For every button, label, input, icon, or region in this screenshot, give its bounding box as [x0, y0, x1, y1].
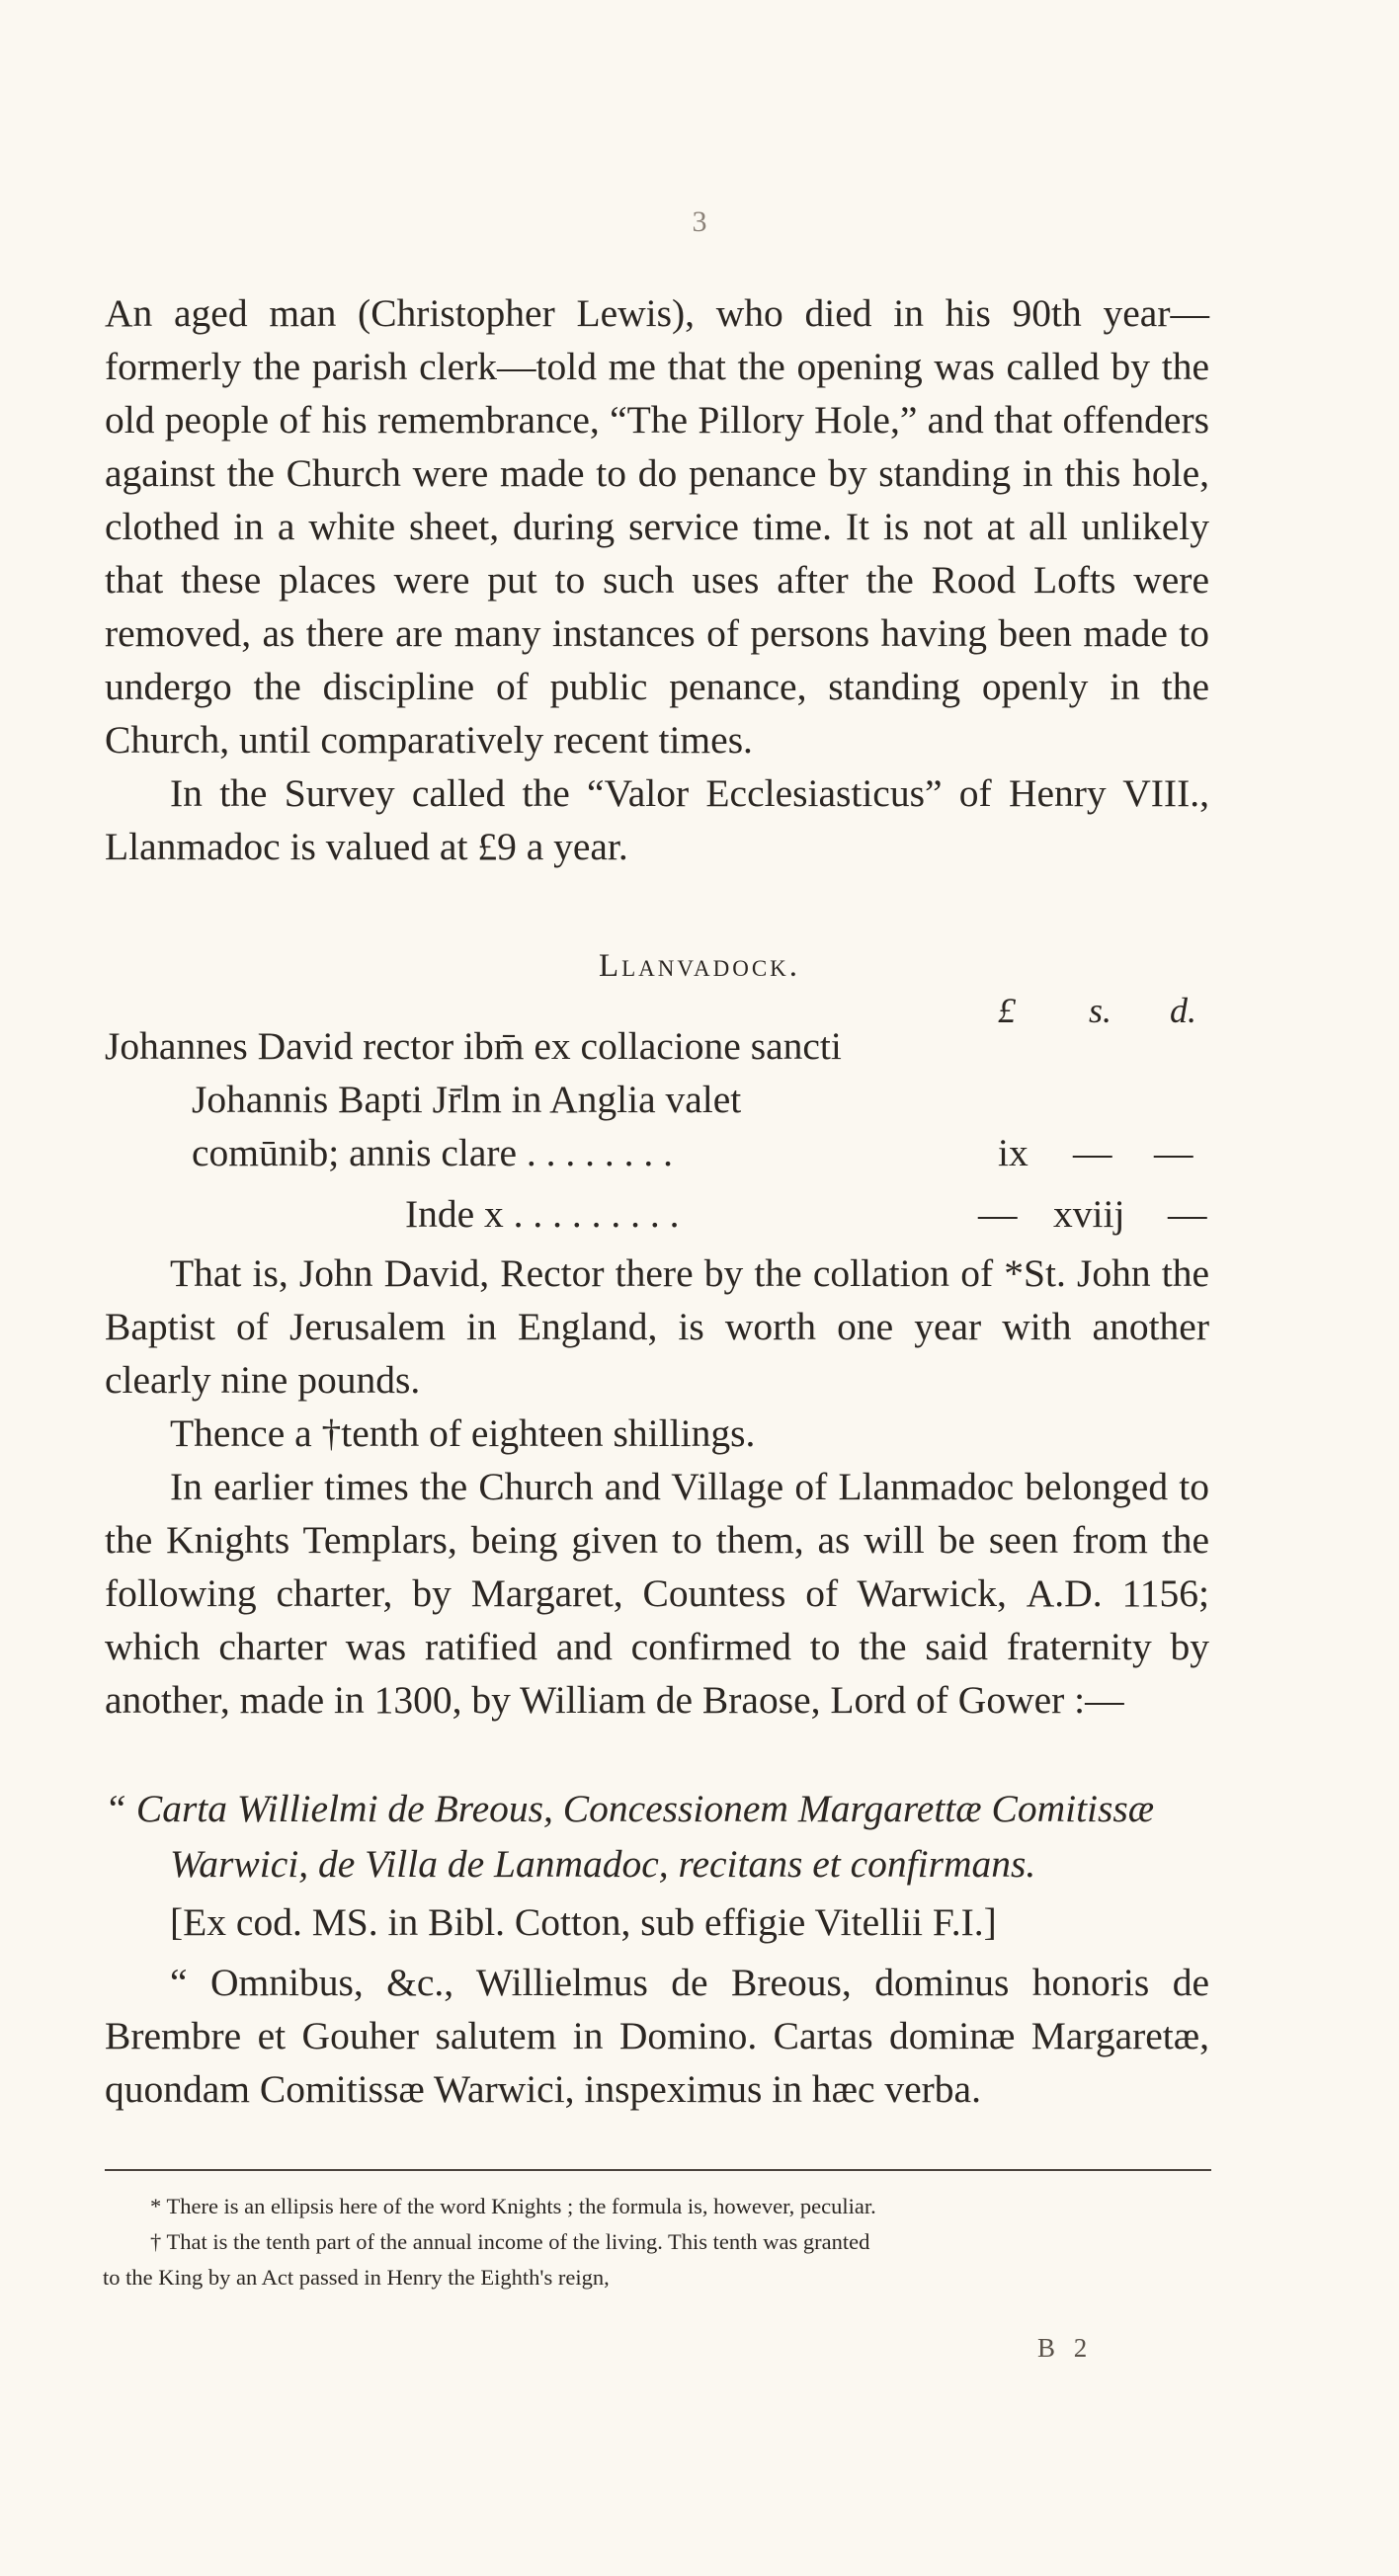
footnote-tenth: † That is the tenth part of the annual income of the living. This tenth was granted: [150, 2229, 870, 2254]
charter-title-line-1: “ Carta Willielmi de Breous, Concessionem Margarettæ Comitissæ: [105, 1787, 1155, 1830]
valor-line-4-text: Inde x . . . . . . . . .: [405, 1192, 680, 1236]
pence-column-header: d.: [1170, 991, 1196, 1030]
paragraph-valor: In the Survey called the “Valor Ecclesiasticus” of Henry VIII., Llanmadoc is valued at £9 a year.: [105, 771, 1209, 868]
body-text: [105, 286, 1209, 873]
page-number: 3: [692, 205, 707, 238]
charter-opening: “ Omnibus, &c., Willielmus de Breous, dominus honoris de Brembre et Gouher salutem in Domino. Cartas dominæ Margaretæ, quondam Comitissæ Warwici, inspeximus in hæc verba.: [105, 1961, 1209, 2111]
templars-text-continued: 1156; which charter was ratified and confirmed to the said fraternity by another, made in 1300, by William de Braose, Lord of Gower :—: [105, 1571, 1209, 1722]
charter-title-line-2: Warwici, de Villa de Lanmadoc, recitans et confirmans.: [170, 1842, 1036, 1886]
valor-line-3-pounds: ix: [998, 1131, 1029, 1174]
valor-line-3-pence: —: [1154, 1131, 1193, 1174]
charter-title: [105, 1781, 1251, 1892]
footnote-rule: [105, 2169, 1211, 2171]
valor-line-4-pence: —: [1168, 1192, 1207, 1236]
era-label: A.D.: [1026, 1571, 1103, 1615]
templars-text: In earlier times the Church and Village of Llanmadoc belonged to the Knights Templars, being given to them, as will be seen from the following charter, by Margaret, Countess of Warwick,: [105, 1465, 1209, 1615]
valor-line-2: Johannis Bapti Jr̄lm in Anglia valet: [192, 1078, 742, 1121]
explanation-text: [105, 1247, 1209, 1727]
pounds-column-header: £: [998, 991, 1016, 1030]
paragraph-translation: That is, John David, Rector there by the collation of *St. John the Baptist of Jerusalem in England, is worth one year with another clearly nine pounds.: [105, 1251, 1209, 1402]
valor-line-3-text: comūnib; annis clare . . . . . . . .: [192, 1131, 674, 1174]
shillings-column-header: s.: [1089, 991, 1112, 1030]
valor-heading: Llanvadock.: [598, 948, 801, 984]
paragraph-pillory-hole: An aged man (Christopher Lewis), who died in his 90th year—formerly the parish clerk—told me that the opening was called by the old people of his remembrance, “The Pillory Hole,” and that offenders against the Church were made to do penance by standing in this hole, clothed in a white sheet, during service time. It is not at all unlikely that these places were put to such uses after the Rood Lofts were removed, as there are many instances of persons having been made to undergo the discipline of public penance, standing openly in the Church, until comparatively recent times.: [105, 291, 1209, 762]
footnote-tenth-continued: to the King by an Act passed in Henry the Eighth's reign,: [103, 2265, 610, 2290]
charter-source: [Ex cod. MS. in Bibl. Cotton, sub effigie Vitellii F.I.]: [170, 1900, 997, 1944]
valor-line-3-shillings: —: [1073, 1131, 1112, 1174]
footnotes: [103, 2189, 1209, 2295]
valor-line-4-shillings: xviij: [1053, 1192, 1125, 1236]
charter-body: [105, 1956, 1209, 2116]
paragraph-templars: [105, 1460, 1209, 1727]
signature-mark: B 2: [1037, 2333, 1094, 2363]
paragraph-tenth: Thence a †tenth of eighteen shillings.: [170, 1411, 756, 1455]
footnote-ellipsis: * There is an ellipsis here of the word Knights ; the formula is, however, peculiar.: [150, 2194, 876, 2218]
valor-line-1: Johannes David rector ibm̄ ex collacione sancti: [105, 1024, 842, 1068]
valor-line-4-pounds: —: [978, 1192, 1018, 1236]
